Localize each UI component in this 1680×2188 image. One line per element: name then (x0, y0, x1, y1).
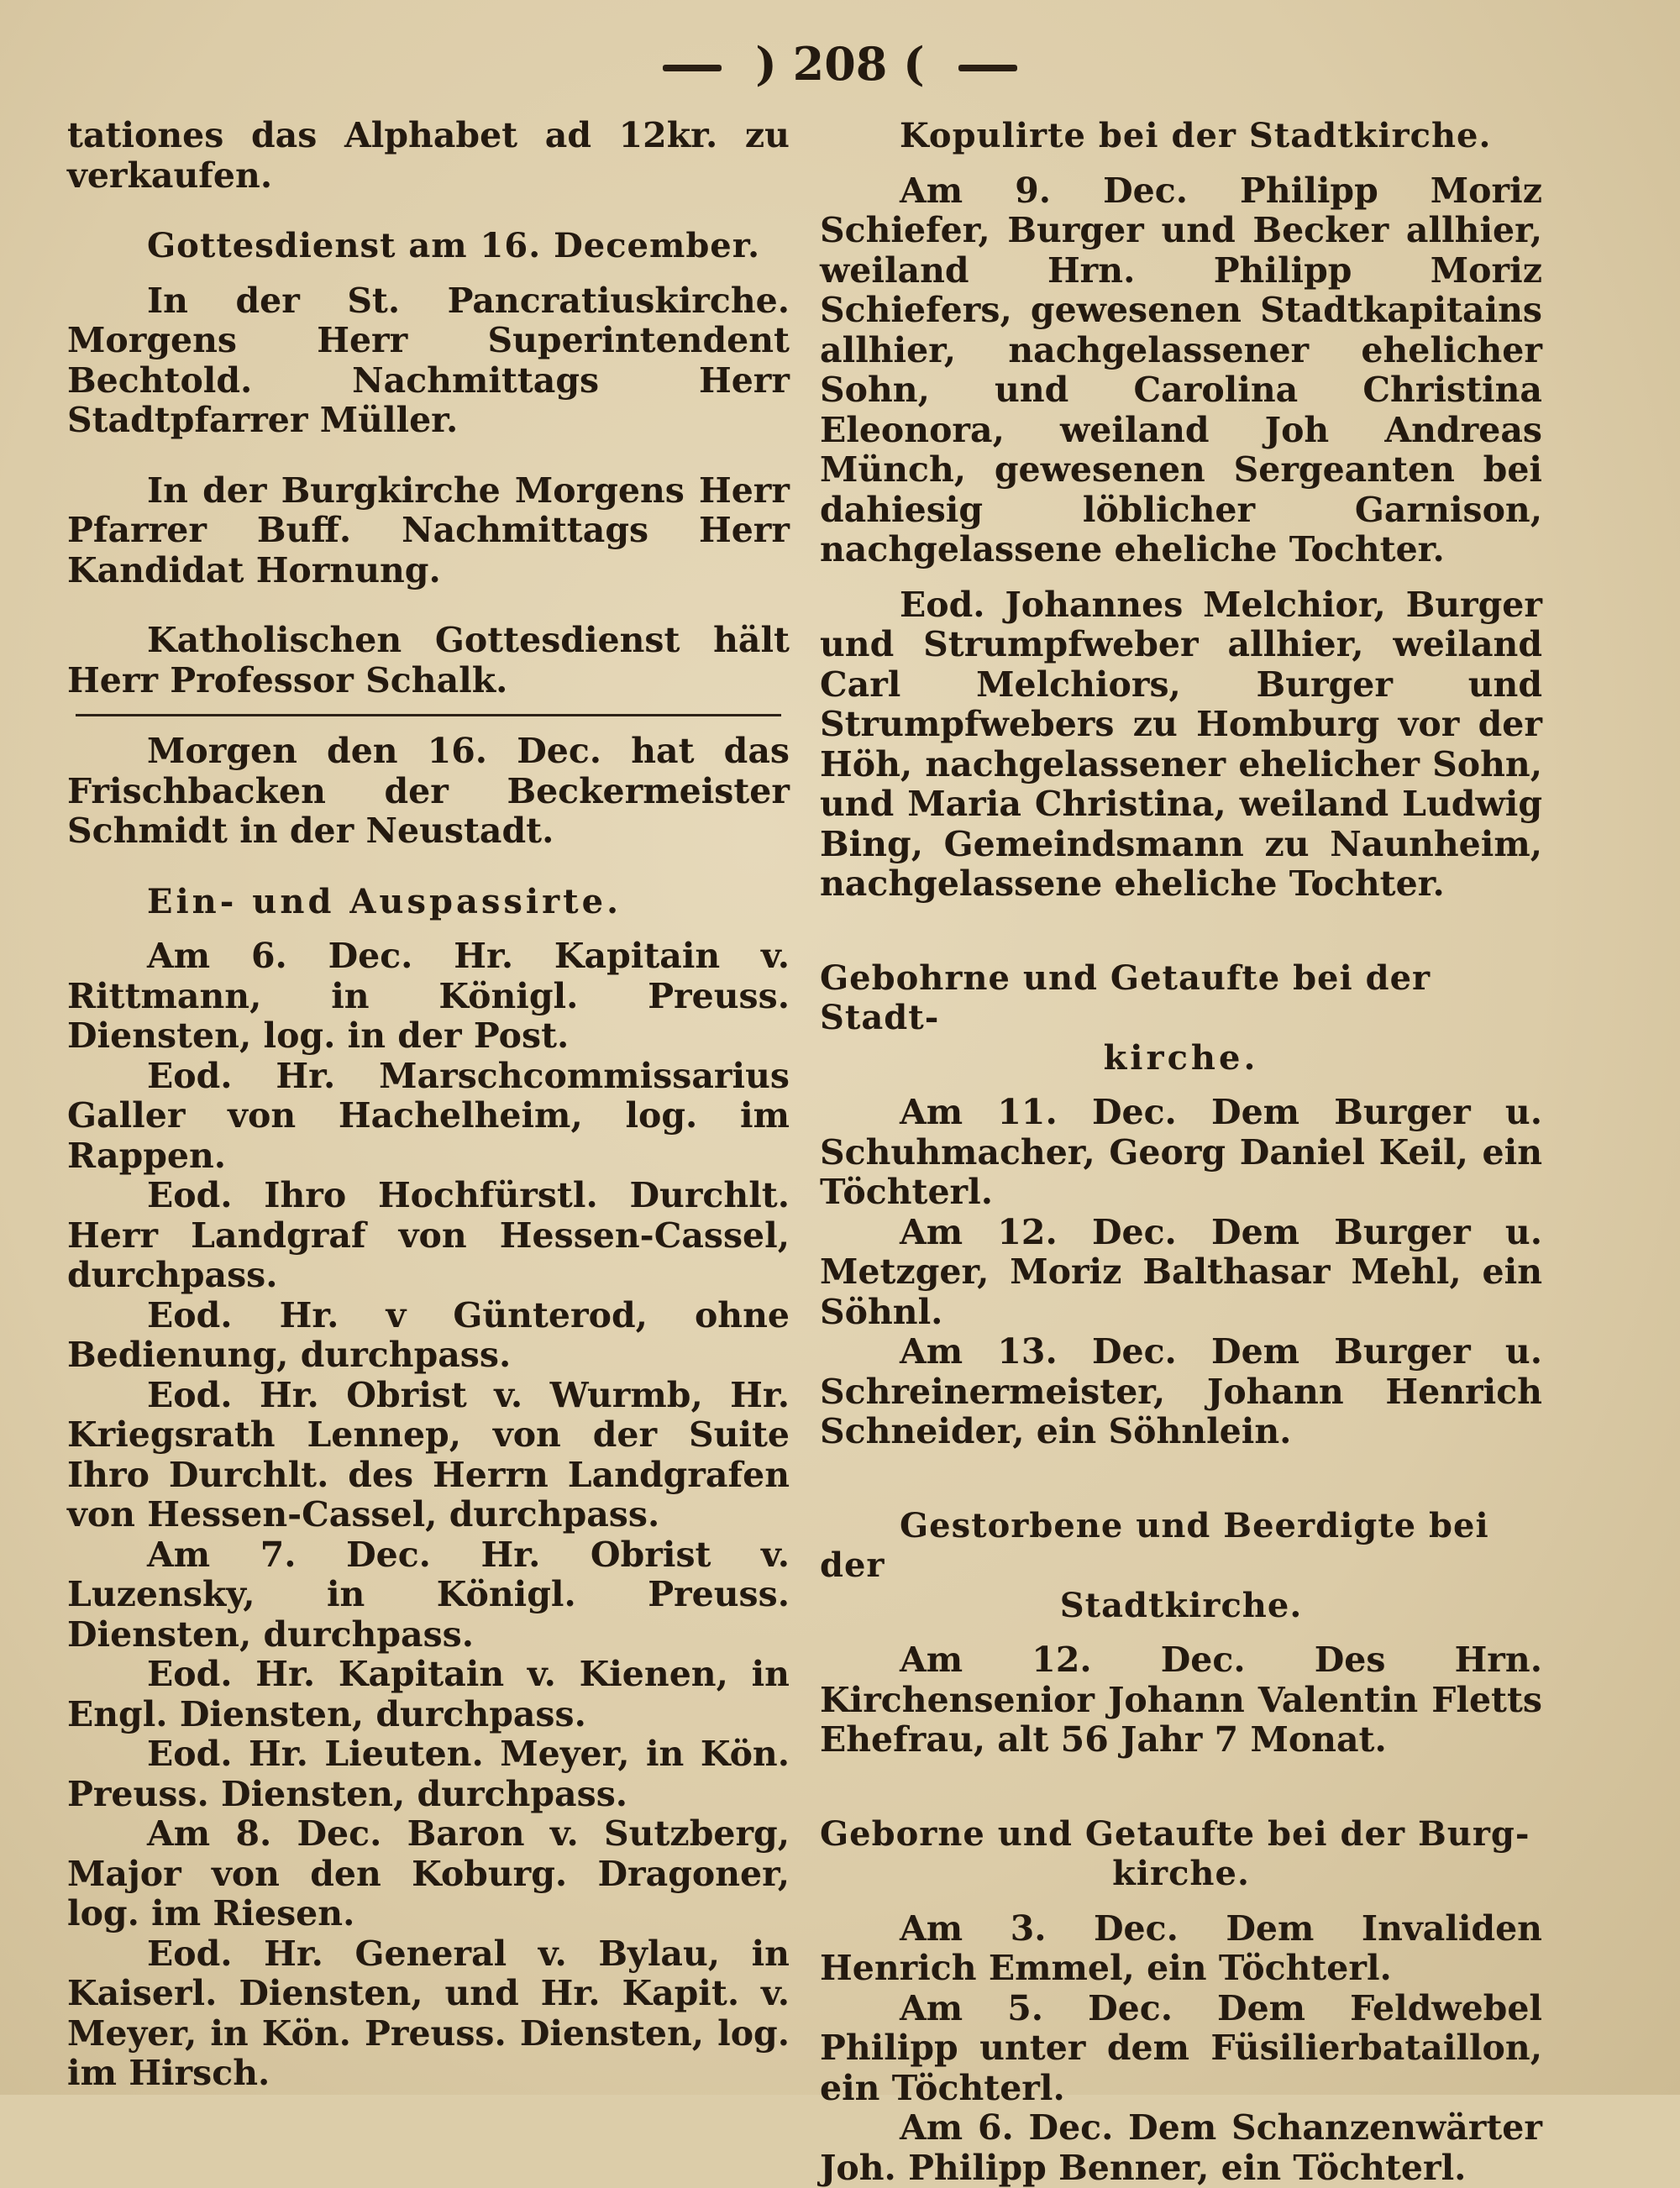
travel-entry: Eod. Hr. v Günterod, ohne Bedienung, durchpass. (67, 1294, 790, 1375)
born-castle-entry: Am 5. Dec. Dem Feldwebel Philipp unter dem Füsilierbataillon, ein Töchterl. (820, 1987, 1542, 2108)
travel-entry: Eod. Hr. Kapitain v. Kienen, in Engl. Diensten, durchpass. (67, 1654, 790, 1734)
travel-entry: Eod. Hr. Marschcommissarius Galler von Hachelheim, log. im Rappen. (67, 1055, 790, 1176)
page-header (0, 34, 1680, 94)
travel-entry: Am 8. Dec. Baron v. Sutzberg, Major von den Koburg. Dragoner, log. im Riesen. (67, 1813, 790, 1934)
travel-heading: Ein- und Auspassirte. (147, 881, 622, 921)
travel-entry: Am 7. Dec. Hr. Obrist v. Luzensky, in Königl. Preuss. Diensten, durchpass. (67, 1534, 790, 1655)
deceased-entry: Am 12. Dec. Des Hrn. Kirchensenior Johann Valentin Fletts Ehefrau, alt 56 Jahr 7 Monat. (820, 1640, 1542, 1760)
right-column (820, 116, 1542, 2188)
born-castle-entry: Am 3. Dec. Dem Invaliden Henrich Emmel, ein Töchterl. (820, 1907, 1542, 1988)
header-dash-left (663, 65, 722, 71)
page-number: ) 208 ( (755, 37, 925, 91)
section-divider (76, 714, 781, 716)
header-dash-right (958, 65, 1017, 71)
travel-entry: Am 6. Dec. Hr. Kapitain v. Rittmann, in Königl. Preuss. Diensten, log. in der Post. (67, 936, 790, 1056)
born-castle-heading-cont: kirche. (1112, 1854, 1250, 1893)
travel-entry: Eod. Hr. Obrist v. Wurmb, Hr. Kriegsrath Lennep, von der Suite Ihro Durchlt. des Herrn Landgrafen von Hessen-Cassel, durchpass. (67, 1374, 790, 1535)
service-paragraph: In der Burgkirche Morgens Herr Pfarrer Buff. Nachmittags Herr Kandidat Hornung. (67, 470, 790, 590)
born-castle-entry: Am 6. Dec. Dem Schanzenwärter Joh. Philipp Benner, ein Töchterl. (820, 2107, 1542, 2188)
born-city-entry: Am 13. Dec. Dem Burger u. Schreinermeister, Johann Henrich Schneider, ein Söhnlein. (820, 1331, 1542, 1451)
born-city-heading-cont: kirche. (1103, 1037, 1259, 1078)
married-entry: Eod. Johannes Melchior, Burger und Strumpfweber allhier, weiland Carl Melchiors, Burger und Strumpfwebers zu Homburg vor der Höh, nachgelassener ehelicher Sohn, und Maria Christina, weiland Ludwig Bing, Gemeindsmann zu Naunheim, nachgelassene eheliche Tochter. (820, 584, 1542, 904)
service-paragraph: In der St. Pancratiuskirche. Morgens Herr Superintendent Bechtold. Nachmittags Herr Stadtpfarrer Müller. (67, 280, 790, 440)
deceased-heading-cont: Stadtkirche. (1059, 1585, 1303, 1625)
born-city-entry: Am 11. Dec. Dem Burger u. Schuhmacher, Georg Daniel Keil, ein Töchterl. (820, 1092, 1542, 1212)
born-city-entry: Am 12. Dec. Dem Burger u. Metzger, Moriz Balthasar Mehl, ein Söhnl. (820, 1211, 1542, 1332)
service-heading: Gottesdienst am 16. December. (147, 226, 761, 265)
travel-entry: Eod. Hr. General v. Bylau, in Kaiserl. Diensten, und Hr. Kapit. v. Meyer, in Kön. Preuss. Diensten, log. im Hirsch. (67, 1933, 790, 2093)
born-castle-heading: Geborne und Getaufte bei der Burg- (820, 1813, 1530, 1854)
left-column (67, 116, 790, 2094)
deceased-heading: Gestorbene und Beerdigte bei der (820, 1505, 1489, 1585)
travel-entry: Eod. Ihro Hochfürstl. Durchlt. Herr Landgraf von Hessen-Cassel, durchpass. (67, 1175, 790, 1295)
baking-notice: Morgen den 16. Dec. hat das Frischbacken der Beckermeister Schmidt in der Neustadt. (67, 731, 790, 851)
married-heading: Kopulirte bei der Stadtkirche. (900, 116, 1492, 155)
travel-entry: Eod. Hr. Lieuten. Meyer, in Kön. Preuss. Diensten, durchpass. (67, 1734, 790, 1814)
married-entry: Am 9. Dec. Philipp Moriz Schiefer, Burger und Becker allhier, weiland Hrn. Philipp Moriz Schiefers, gewesenen Stadtkapitains allhier, nachgelassener ehelicher Sohn, und Carolina Christina Eleonora, weiland Joh Andreas Münch, gewesenen Sergeanten bei dahiesig löblicher Garnison, nachgelassene eheliche Tochter. (820, 170, 1542, 569)
service-paragraph: Katholischen Gottesdienst hält Herr Professor Schalk. (67, 620, 790, 700)
born-city-heading: Gebohrne und Getaufte bei der Stadt- (820, 958, 1431, 1037)
continuation-text: tationes das Alphabet ad 12kr. zu verkaufen. (67, 115, 790, 196)
